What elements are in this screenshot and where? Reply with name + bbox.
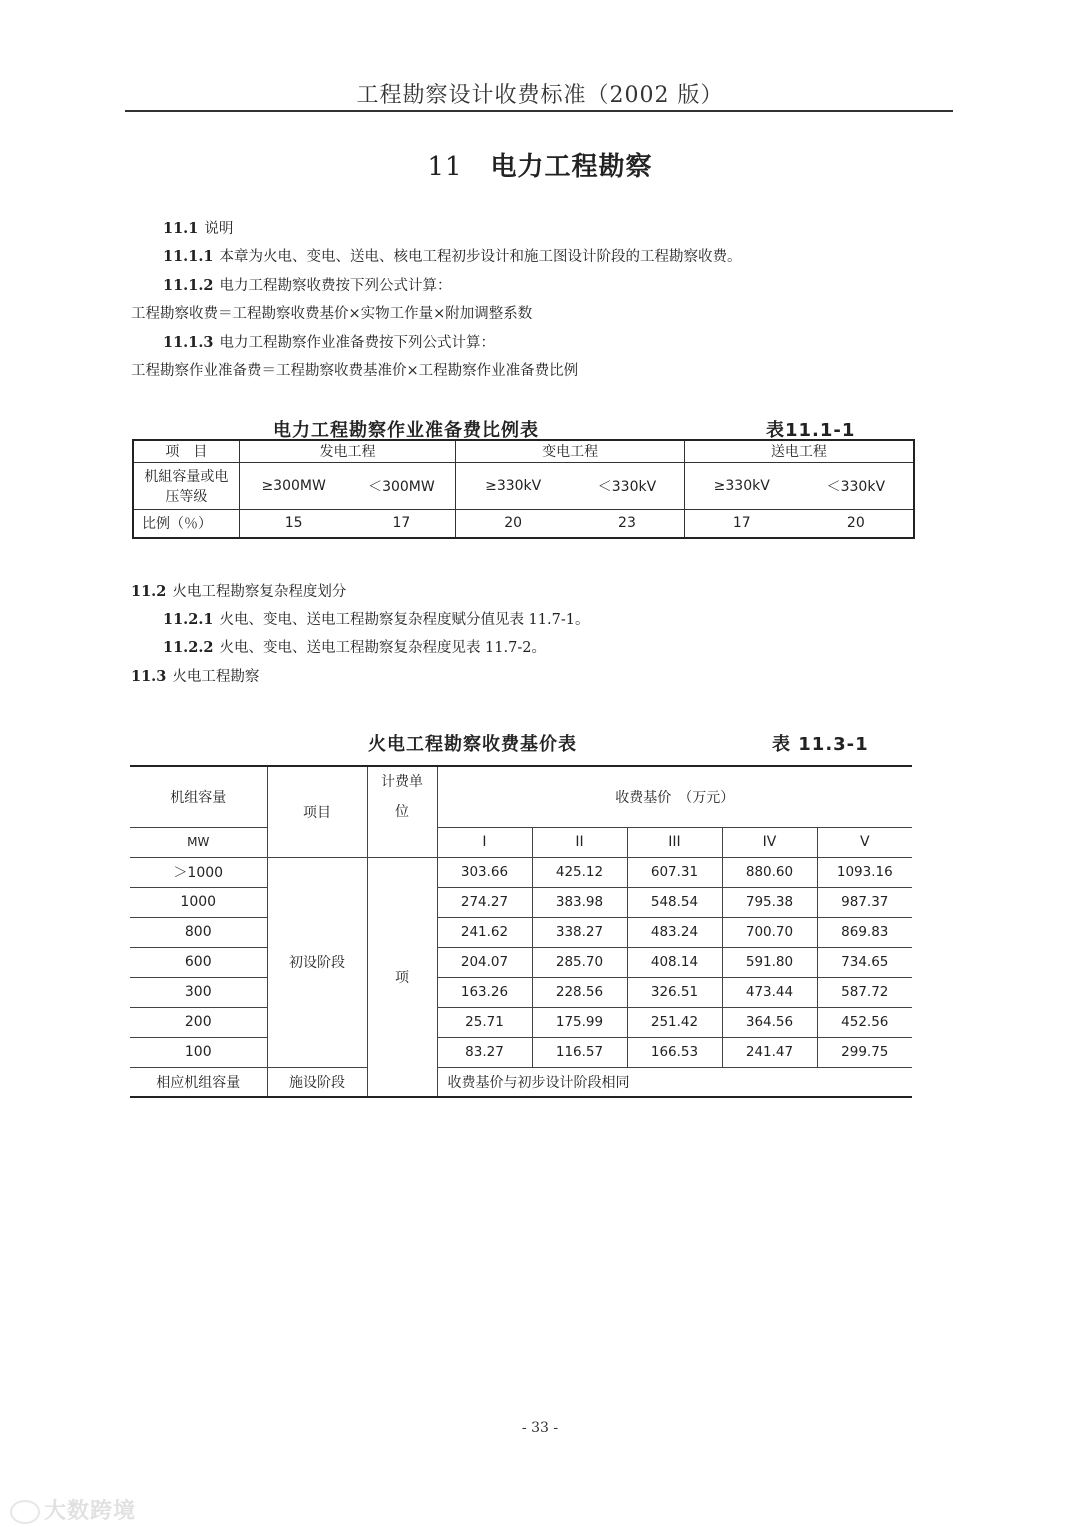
table2-grade: III bbox=[627, 827, 722, 857]
table1-cell: 17 bbox=[348, 509, 456, 538]
header-rule bbox=[125, 110, 953, 112]
table1-cell: 20 bbox=[799, 509, 914, 538]
table1-title: 电力工程勘察作业准备费比例表 bbox=[273, 420, 539, 441]
table2-note: 收费基价与初步设计阶段相同 bbox=[437, 1067, 912, 1097]
chapter-name: 电力工程勘察 bbox=[490, 152, 653, 182]
section-text: 说明 bbox=[204, 221, 234, 237]
table2-cell: 987.37 bbox=[817, 887, 912, 917]
table2-stage: 初设阶段 bbox=[267, 857, 367, 1067]
table2-cell: 880.60 bbox=[722, 857, 817, 887]
table2-cap: 800 bbox=[130, 917, 267, 947]
table2-cell: 408.14 bbox=[627, 947, 722, 977]
section-text: 火电工程勘察复杂程度划分 bbox=[172, 584, 347, 600]
table2-cell: 83.27 bbox=[437, 1037, 532, 1067]
table2-grade: IV bbox=[722, 827, 817, 857]
table2-cell: 383.98 bbox=[532, 887, 627, 917]
clause-number: 11.1.2 bbox=[163, 277, 214, 294]
table2-header-cap-unit: MW bbox=[130, 827, 267, 857]
table2-cell: 241.62 bbox=[437, 917, 532, 947]
table2-number: 表 11.3-1 bbox=[772, 734, 869, 755]
page-number: - 33 - bbox=[521, 1420, 559, 1436]
clause-text: 本章为火电、变电、送电、核电工程初步设计和施工图设计阶段的工程勘察收费。 bbox=[219, 249, 742, 265]
section-number: 11.3 bbox=[131, 668, 167, 685]
section-11-2 bbox=[131, 580, 346, 601]
table1-cell: 17 bbox=[684, 509, 798, 538]
table2-cell: 228.56 bbox=[532, 977, 627, 1007]
clause-11-1-3 bbox=[163, 331, 495, 352]
section-text: 火电工程勘察 bbox=[172, 669, 260, 685]
table2-cell: 204.07 bbox=[437, 947, 532, 977]
formula-1: 工程勘察收费＝工程勘察收费基价×实物工作量×附加调整系数 bbox=[131, 306, 533, 322]
table2-cell: 338.27 bbox=[532, 917, 627, 947]
table1-cell: ＜330kV bbox=[570, 462, 684, 509]
section-11-1 bbox=[163, 217, 233, 238]
running-header: 工程勘察设计收费标准（2002 版） bbox=[356, 83, 724, 108]
clause-text: 电力工程勘察收费按下列公式计算： bbox=[219, 278, 452, 294]
formula-2: 工程勘察作业准备费＝工程勘察收费基准价×工程勘察作业准备费比例 bbox=[131, 363, 579, 379]
table2-cell: 364.56 bbox=[722, 1007, 817, 1037]
table2-cell: 25.71 bbox=[437, 1007, 532, 1037]
table1-cell: ＜330kV bbox=[799, 462, 914, 509]
clause-text: 电力工程勘察作业准备费按下列公式计算： bbox=[219, 335, 495, 351]
table2-cap: 100 bbox=[130, 1037, 267, 1067]
table2-cell: 734.65 bbox=[817, 947, 912, 977]
table1 bbox=[132, 439, 915, 539]
clause-number: 11.2.1 bbox=[163, 611, 214, 628]
table2-cap: 300 bbox=[130, 977, 267, 1007]
table2-cell: 483.24 bbox=[627, 917, 722, 947]
table1-cell: ≥330kV bbox=[684, 462, 798, 509]
table2-cap: 600 bbox=[130, 947, 267, 977]
table2-cell: 700.70 bbox=[722, 917, 817, 947]
table2-cap: ＞1000 bbox=[130, 857, 267, 887]
table2-cell: 425.12 bbox=[532, 857, 627, 887]
table1-header-item: 项 目 bbox=[133, 440, 239, 462]
table2-cell: 285.70 bbox=[532, 947, 627, 977]
table2-cell: 274.27 bbox=[437, 887, 532, 917]
table2-cell: 163.26 bbox=[437, 977, 532, 1007]
table2-cell: 299.75 bbox=[817, 1037, 912, 1067]
table2-grade: V bbox=[817, 827, 912, 857]
table2-cell: 473.44 bbox=[722, 977, 817, 1007]
table2-cell: 116.57 bbox=[532, 1037, 627, 1067]
clause-text: 火电、变电、送电工程勘察复杂程度赋分值见表 11.7-1。 bbox=[219, 612, 590, 628]
table2-cell: 166.53 bbox=[627, 1037, 722, 1067]
clause-11-1-2 bbox=[163, 274, 451, 295]
table2-header-item: 项目 bbox=[267, 766, 367, 857]
table2-cell: 1093.16 bbox=[817, 857, 912, 887]
table2-grade: I bbox=[437, 827, 532, 857]
section-number: 11.2 bbox=[131, 583, 167, 600]
clause-text: 火电、变电、送电工程勘察复杂程度见表 11.7-2。 bbox=[219, 640, 546, 656]
table1-cell: 23 bbox=[570, 509, 684, 538]
table2-cell: 869.83 bbox=[817, 917, 912, 947]
table2-cell: 795.38 bbox=[722, 887, 817, 917]
watermark-logo-icon bbox=[10, 1500, 40, 1524]
table1-number: 表11.1-1 bbox=[766, 420, 856, 441]
table2-header-unit-cont bbox=[367, 827, 437, 857]
table2-cap: 1000 bbox=[130, 887, 267, 917]
clause-number: 11.1.3 bbox=[163, 334, 214, 351]
table2-grade: II bbox=[532, 827, 627, 857]
table1-cell: 15 bbox=[239, 509, 347, 538]
table1-header-group: 变电工程 bbox=[456, 440, 685, 462]
unit-label: 计费单位 bbox=[381, 774, 423, 820]
table1-row-label: 比例（％） bbox=[133, 509, 239, 538]
table2-cap: 相应机组容量 bbox=[130, 1067, 267, 1097]
table2-title: 火电工程勘察收费基价表 bbox=[368, 734, 577, 755]
table1-cell: ≥300MW bbox=[239, 462, 347, 509]
table2-cell: 607.31 bbox=[627, 857, 722, 887]
section-11-3 bbox=[131, 665, 259, 686]
table1-header-group: 发电工程 bbox=[239, 440, 456, 462]
watermark bbox=[10, 1494, 136, 1525]
table1-row-label: 机組容量或电压等级 bbox=[133, 462, 239, 509]
table2-cell: 452.56 bbox=[817, 1007, 912, 1037]
clause-11-1-1 bbox=[163, 245, 741, 266]
table2-cell: 303.66 bbox=[437, 857, 532, 887]
table2-cap: 200 bbox=[130, 1007, 267, 1037]
table2-cell: 241.47 bbox=[722, 1037, 817, 1067]
table1-cell: ≥330kV bbox=[456, 462, 570, 509]
watermark-text: 大数跨境 bbox=[44, 1499, 137, 1524]
table2-cell: 548.54 bbox=[627, 887, 722, 917]
table2-header-cap: 机组容量 bbox=[130, 766, 267, 827]
table2-unit: 项 bbox=[367, 857, 437, 1097]
clause-11-2-2 bbox=[163, 636, 546, 657]
chapter-title bbox=[0, 146, 1080, 183]
clause-11-2-1 bbox=[163, 608, 589, 629]
section-number: 11.1 bbox=[163, 220, 199, 237]
chapter-number: 11 bbox=[427, 152, 463, 182]
table2-cell: 251.42 bbox=[627, 1007, 722, 1037]
table2-cell: 175.99 bbox=[532, 1007, 627, 1037]
table2-header-price: 收费基价 （万元） bbox=[437, 766, 912, 827]
clause-number: 11.2.2 bbox=[163, 639, 214, 656]
table2-stage: 施设阶段 bbox=[267, 1067, 367, 1097]
table2 bbox=[130, 765, 912, 1098]
table2-cell: 591.80 bbox=[722, 947, 817, 977]
table1-header-group: 送电工程 bbox=[684, 440, 914, 462]
table1-cell: 20 bbox=[456, 509, 570, 538]
table1-cell: ＜300MW bbox=[348, 462, 456, 509]
clause-number: 11.1.1 bbox=[163, 248, 214, 265]
table2-cell: 326.51 bbox=[627, 977, 722, 1007]
table2-header-unit bbox=[367, 766, 437, 827]
table2-cell: 587.72 bbox=[817, 977, 912, 1007]
